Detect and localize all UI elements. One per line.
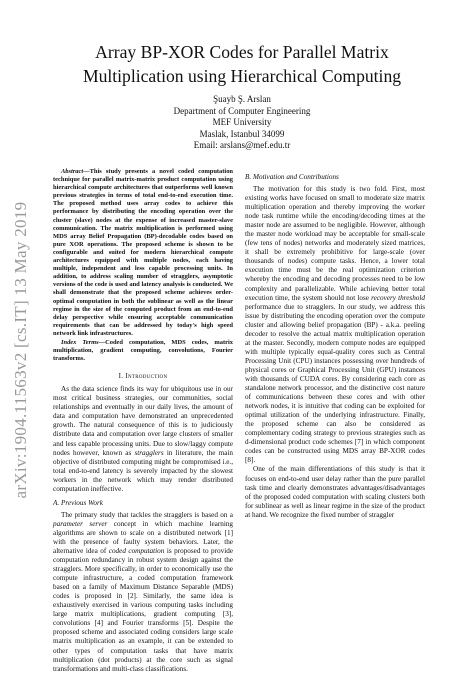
subsection-heading-previous-work: A. Previous Work (53, 498, 103, 507)
title-line-1: Array BP-XOR Codes for Parallel Matrix (95, 42, 389, 62)
index-terms (53, 339, 233, 363)
paragraph-intro-1 (53, 385, 233, 494)
emphasis-text: parameter server (53, 519, 108, 528)
abstract-label: Abstract (61, 168, 84, 175)
paper-title (52, 40, 432, 88)
paragraph-text: The primary study that tackles the stragglers is based on a (61, 510, 233, 519)
paragraph-motivation (245, 185, 425, 465)
abstract-text: —This study presents a novel coded computation technique for parallel matrix-matrix product computation using hierarchical compute architectures that outperforms well known previous strategies in terms of total end-to-end execution time. The proposed method uses array codes to achieve this performance by distributing the encoding operation over the cluster (slave) nodes at the expense of increased master-slave communication. The matrix multiplication is performed using MDS array Belief Propagation (BP)-decodable codes based on pure XOR operations. The proposed scheme is shown to be configurable and suited for modern hierarchical compute architectures equipped with multiple nodes, each having multiple, independent and less capable processing units. In addition, to address scaling number of stragglers, asymptotic versions of the code is used and latency analysis is conducted. We shall demonstrate that the proposed scheme achieves order-optimal computation in both the sublinear as well as the linear regime in the size of the computed product from an end-to-end delay perspective while ensuring acceptable communication requirements that can be addressed by today's high speed network link infrastructures. (53, 168, 233, 337)
author-name: Şuayb Ş. Arslan (213, 94, 271, 104)
index-terms-label: Index Terms (61, 338, 99, 346)
arxiv-identifier (6, 150, 36, 550)
subsection-heading-motivation: B. Motivation and Contributions (245, 173, 339, 181)
section-heading-introduction (53, 372, 233, 380)
right-column (245, 168, 425, 520)
index-terms-text: —Coded computation, MDS codes, matrix multiplication, gradient computing, convolutions, Fourier transforms. (53, 338, 233, 363)
emphasis-text: coded computation (108, 547, 165, 555)
title-line-2: Multiplication using Hierarchical Computing (82, 66, 402, 86)
section-title: Introduction (125, 372, 168, 381)
author-university: MEF University (212, 117, 272, 128)
paragraph-text: in literature, the main objective of distributed computing might be compromised i.e., total end-to-end latency is severely impacted by the slowest workers in the network which may render distributed computation ineffective. (53, 448, 233, 493)
author-block (52, 94, 432, 152)
paragraph-text: As the data science finds its way for ubiquitous use in our most critical business strategies, our communities, social relationships and eventually in our daily lives, the amount of data and computation have demonstrated an unprecedented growth. The natural consequence of this is to judiciously distribute data and computation over large clusters of smaller and less capable processing units. Due to slow/laggy compute nodes however, known as (53, 385, 233, 457)
paragraph-text: is proposed to provide computation redundancy in robust system design against the stragglers. More specifically, in order to economically use the compute infrastructure, a coded computation framework based on a family of Maximum Distance Separable (MDS) codes is proposed in [2]. Similarly, the same idea is exhaustively exercised in various computing tasks including large matrix multiplications, gradient computing [3], convolutions [4] and Fourier transforms [5]. Despite the proposed scheme and associated coding considers large scale matrix multiplication as an example, it can be extended to other types of computation tasks that have matrix multiplication (dot products) at the core such as signal transformations and multi-class classifications. (53, 547, 233, 673)
paragraph-previous-work (53, 511, 233, 674)
paragraph-text: performance due to stragglers. In our study, we address this issue by distributing the encoding operation over the compute cluster and allowing belief propagation (BP) - a.k.a. peeling decoder to resolve the actual matrix multiplication operation at the master. Secondly, modern compute nodes are equipped with multiple typically equal-quality cores such as Central Processing Unit (CPU) instances possessing over hundreds of physical cores or Graphical Processing Unit (GPU) instances with thousands of CUDA cores. By considering each core as standalone network processor, and the distinctive cost nature of communications between these cores and with other network nodes, it is intuitive that coding can be exploited for optimal utilization of the underlying infrastructure. Finally, the proposed scheme can also be considered as complementary coding strategy to previous strategies such as d-dimensional product code schemes [7] in which component codes can be constructed using MDS array BP-XOR codes [8]. (245, 302, 425, 465)
paragraph-differentiation: One of the main differentiations of this study is that it focuses on end-to-end user delay rather than the pure parallel task time and clearly demonstrates advantages/disadvantages of the proposed coded computation with scaling clusters both for sublinear as well as linear regime in the size of the product at hand. We recognize the fixed number of straggler (245, 465, 425, 519)
emphasis-text: recovery threshold (371, 293, 425, 302)
author-department: Department of Computer Engineering (173, 105, 311, 116)
section-number: I. (118, 372, 124, 381)
emphasis-text: stragglers (134, 448, 164, 457)
author-email: Email: arslans@mef.edu.tr (193, 140, 291, 151)
left-column (53, 168, 233, 674)
paragraph-text: concept in which machine learning algorithms are shown to scale on a distributed network [1] with the presence of faulty system behaviors. Later, the alternative idea of (53, 519, 233, 555)
arxiv-identifier-text: arXiv:1904.11563v2 [cs.IT] 13 May 2019 (11, 201, 30, 499)
abstract (53, 168, 233, 338)
paragraph-text: The motivation for this study is two fold. First, most existing works have focused on small to moderate size matrix multiplication operation and thereby improving the worker node task runtime while the encoding/decoding times at the master node are assumed to be negligible. However, although the master node workload may be acceptable for small-scale (few tens of nodes) networks and moderately sized matrices, it shall be extremely prohibitive for large-scale (over thousands of nodes) compute tasks. Hence, a lower total execution time must be the real optimization criterion whereby the encoding and decoding processes need to be low complexity and parallelizable. While achieving better total execution time, the system should not lose (245, 185, 425, 302)
author-address: Maslak, Istanbul 34099 (199, 128, 285, 139)
